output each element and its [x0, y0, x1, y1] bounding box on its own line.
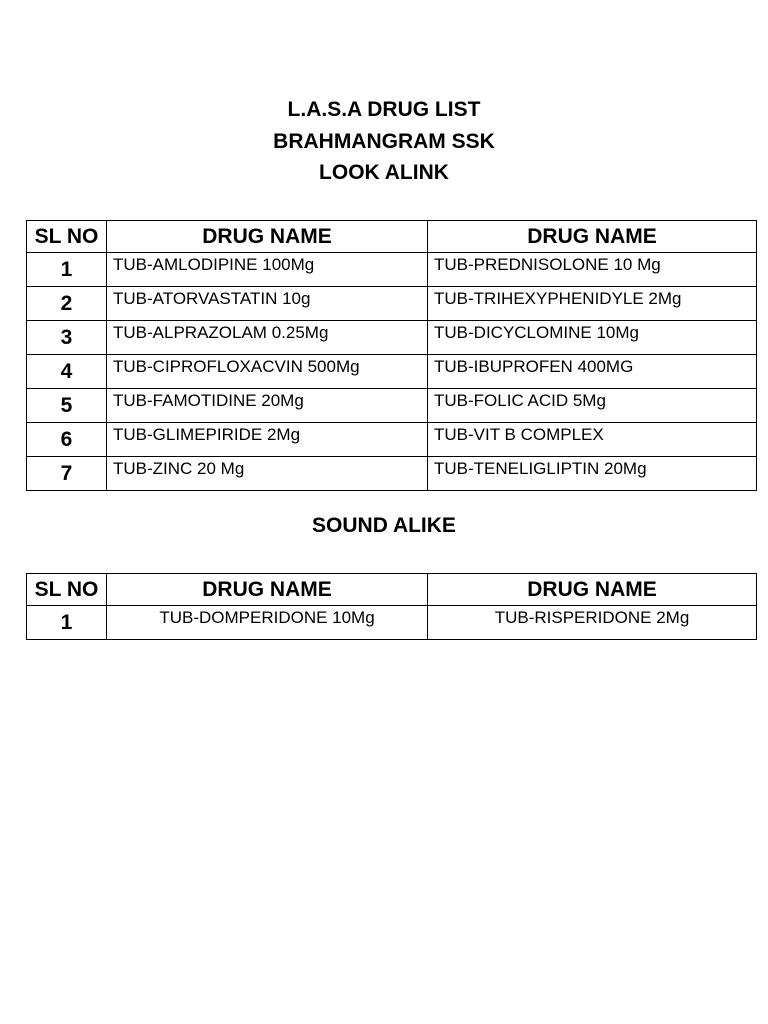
- table-row: [27, 606, 757, 640]
- drug-b-cell: TUB-DICYCLOMINE 10Mg: [428, 321, 757, 355]
- header-sl-no: SL NO: [27, 574, 107, 606]
- sl-cell: 6: [27, 423, 107, 457]
- header-drug-name-a: DRUG NAME: [107, 221, 428, 253]
- drug-b-cell: TUB-TENELIGLIPTIN 20Mg: [428, 457, 757, 491]
- sl-cell: 5: [27, 389, 107, 423]
- drug-b-cell: TUB-RISPERIDONE 2Mg: [428, 606, 757, 640]
- table-row: [27, 287, 757, 321]
- sl-cell: 4: [27, 355, 107, 389]
- look-alike-table: [26, 220, 757, 491]
- document-title: [0, 94, 768, 189]
- drug-b-cell: TUB-IBUPROFEN 400MG: [428, 355, 757, 389]
- sl-cell: 7: [27, 457, 107, 491]
- sl-cell: 1: [27, 606, 107, 640]
- table-row: [27, 457, 757, 491]
- header-drug-name-b: DRUG NAME: [428, 574, 757, 606]
- table-row: [27, 321, 757, 355]
- sl-cell: 3: [27, 321, 107, 355]
- drug-a-cell: TUB-ALPRAZOLAM 0.25Mg: [107, 321, 428, 355]
- drug-a-cell: TUB-GLIMEPIRIDE 2Mg: [107, 423, 428, 457]
- table-row: [27, 253, 757, 287]
- title-line-3: LOOK ALINK: [319, 161, 449, 184]
- drug-a-cell: TUB-CIPROFLOXACVIN 500Mg: [107, 355, 428, 389]
- sl-cell: 1: [27, 253, 107, 287]
- table-header-row: [27, 574, 757, 606]
- title-line-1: L.A.S.A DRUG LIST: [287, 98, 481, 121]
- drug-a-cell: TUB-ZINC 20 Mg: [107, 457, 428, 491]
- sl-cell: 2: [27, 287, 107, 321]
- table-header-row: [27, 221, 757, 253]
- drug-b-cell: TUB-PREDNISOLONE 10 Mg: [428, 253, 757, 287]
- drug-a-cell: TUB-AMLODIPINE 100Mg: [107, 253, 428, 287]
- drug-a-cell: TUB-FAMOTIDINE 20Mg: [107, 389, 428, 423]
- header-drug-name-a: DRUG NAME: [107, 574, 428, 606]
- sound-alike-table: [26, 573, 757, 640]
- table-row: [27, 423, 757, 457]
- table-row: [27, 389, 757, 423]
- title-line-2: BRAHMANGRAM SSK: [273, 129, 495, 153]
- drug-b-cell: TUB-VIT B COMPLEX: [428, 423, 757, 457]
- drug-b-cell: TUB-FOLIC ACID 5Mg: [428, 389, 757, 423]
- header-drug-name-b: DRUG NAME: [428, 221, 757, 253]
- drug-b-cell: TUB-TRIHEXYPHENIDYLE 2Mg: [428, 287, 757, 321]
- drug-a-cell: TUB-ATORVASTATIN 10g: [107, 287, 428, 321]
- header-sl-no: SL NO: [27, 221, 107, 253]
- table-row: [27, 355, 757, 389]
- sound-alike-heading: SOUND ALIKE: [312, 514, 456, 537]
- drug-a-cell: TUB-DOMPERIDONE 10Mg: [107, 606, 428, 640]
